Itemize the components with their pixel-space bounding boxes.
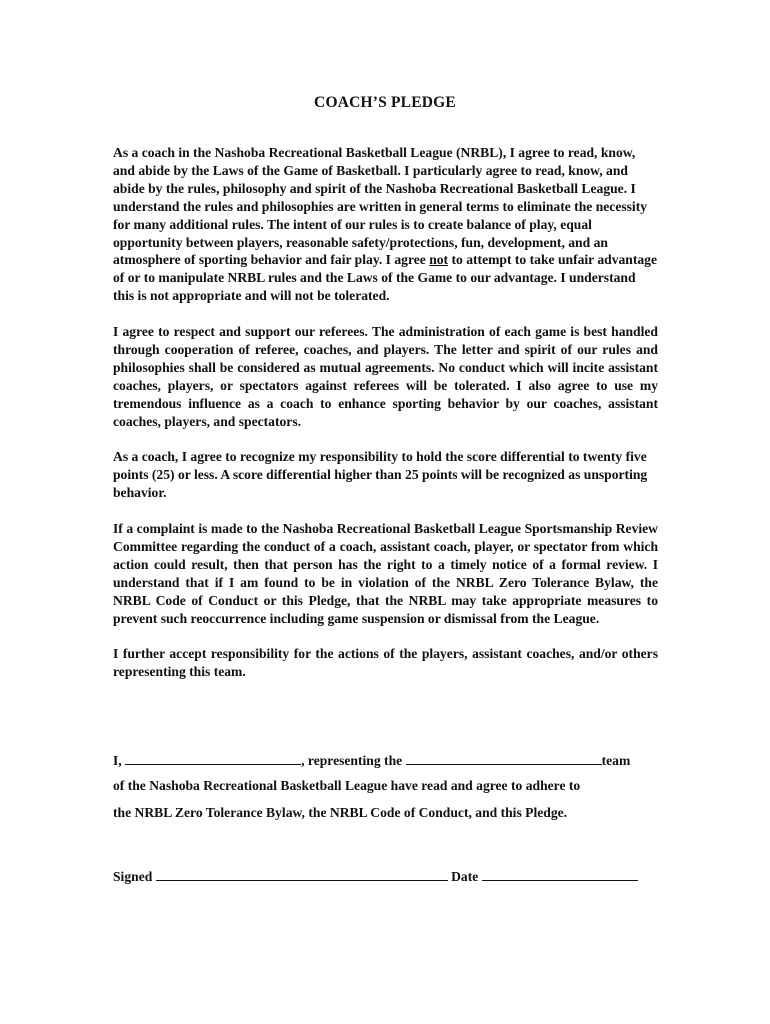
- paragraph-responsibility: I further accept responsibility for the actions of the players, assistant coaches, and/or others representing this team.: [113, 646, 658, 680]
- signature-line: [113, 867, 658, 886]
- pledge-fill-line-1: [113, 751, 658, 770]
- signed-label: Signed: [113, 869, 153, 884]
- team-label: team: [601, 753, 631, 768]
- page-title: COACH’S PLEDGE: [314, 94, 456, 111]
- paragraph-complaint: If a complaint is made to the Nashoba Recreational Basketball League Sportsmanship Review Committee regarding the conduct of a coach, assistant coach, player, or spectator from which action could result, then that person has the right to a timely notice of a formal review. I understand that if I am found to be in violation of the NRBL Zero Tolerance Bylaw, the NRBL Code of Conduct or this Pledge, that the NRBL may take appropriate measures to prevent such reoccurrence including game suspension or dismissal from the League.: [113, 520, 658, 626]
- date-field[interactable]: [482, 867, 638, 881]
- paragraph-agreement-text-2: to attempt to take unfair advantage of or to manipulate NRBL rules and the Laws of the Game to our advantage. I understand this is not appropriate and will not be tolerated.: [113, 252, 658, 304]
- date-label: Date: [451, 869, 479, 884]
- pledge-body: [113, 144, 658, 699]
- signature-field[interactable]: [156, 867, 448, 881]
- pledge-line-3: the NRBL Zero Tolerance Bylaw, the NRBL Code of Conduct, and this Pledge.: [113, 805, 568, 820]
- paragraph-score-differential: As a coach, I agree to recognize my responsibility to hold the score differential to twenty five points (25) or less. A score differential higher than 25 points will be recognized as unsporting behavior.: [113, 449, 648, 501]
- paragraph-agreement-text-1: As a coach in the Nashoba Recreational Basketball League (NRBL), I agree to read, know, and abide by the Laws of the Game of Basketball. I particularly agree to read, know, and abide by the rules, philosophy and spirit of the Nashoba Recreational Basketball League. I understand the rules and philosophies are written in general terms to eliminate the necessity for many additional rules. The intent of our rules is to create balance of play, equal opportunity between players, reasonable safety/protections, fun, development, and an atmosphere of sporting behavior and fair play. I agree: [113, 145, 648, 268]
- paragraph-agreement: [113, 144, 658, 305]
- i-label: I,: [113, 753, 122, 768]
- team-name-field[interactable]: [406, 751, 602, 765]
- representing-label: , representing the: [301, 753, 403, 768]
- paragraph-referees: I agree to respect and support our referees. The administration of each game is best handled through cooperation of referee, coaches, and players. The letter and spirit of our rules and philosophies shall be considered as mutual agreements. No conduct which will incite assistant coaches, players, or spectators against referees will be tolerated. I also agree to use my tremendous influence as a coach to enhance sporting behavior by our coaches, assistant coaches, players, and spectators.: [113, 324, 658, 429]
- emphasis-not: not: [429, 252, 449, 268]
- pledge-line-2: of the Nashoba Recreational Basketball League have read and agree to adhere to: [113, 778, 581, 793]
- coach-name-field[interactable]: [125, 751, 301, 765]
